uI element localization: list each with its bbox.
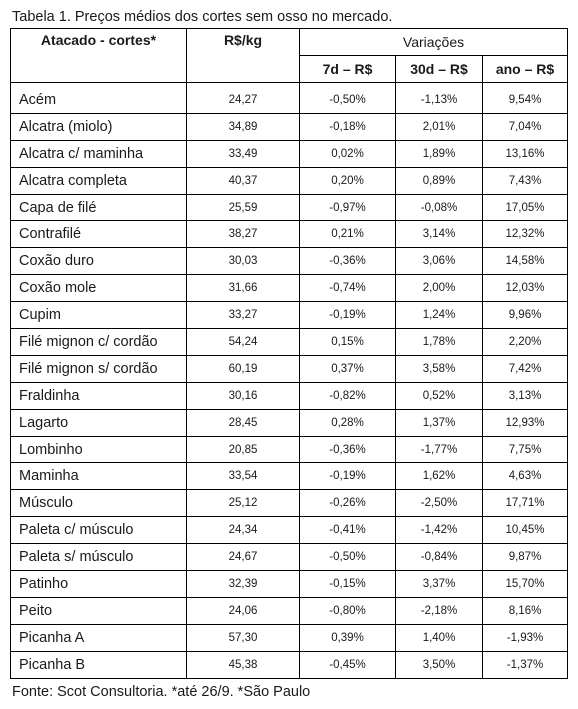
- var-7d-cell: 0,15%: [300, 329, 396, 356]
- price-cell: 24,34: [187, 517, 300, 544]
- cut-name-cell: Alcatra (miolo): [11, 113, 187, 140]
- var-year-cell: 12,03%: [483, 275, 568, 302]
- var-30d-cell: -0,84%: [396, 544, 483, 571]
- table-row: [11, 167, 568, 194]
- var-year-cell: 9,87%: [483, 544, 568, 571]
- cut-name-cell: Alcatra c/ maminha: [11, 140, 187, 167]
- var-30d-cell: 1,62%: [396, 463, 483, 490]
- var-7d-cell: -0,82%: [300, 382, 396, 409]
- var-year-cell: 10,45%: [483, 517, 568, 544]
- var-year-cell: 7,04%: [483, 113, 568, 140]
- var-year-cell: 2,20%: [483, 329, 568, 356]
- table-row: [11, 140, 568, 167]
- price-cell: 25,12: [187, 490, 300, 517]
- table-row: [11, 194, 568, 221]
- var-year-cell: 12,93%: [483, 409, 568, 436]
- var-30d-cell: 0,89%: [396, 167, 483, 194]
- var-year-cell: 12,32%: [483, 221, 568, 248]
- price-cell: 20,85: [187, 436, 300, 463]
- var-30d-cell: 3,50%: [396, 651, 483, 678]
- header-30d: 30d – R$: [396, 56, 483, 83]
- cut-name-cell: Maminha: [11, 463, 187, 490]
- var-7d-cell: -0,74%: [300, 275, 396, 302]
- prices-table: [10, 28, 568, 679]
- var-7d-cell: -0,41%: [300, 517, 396, 544]
- cut-name-cell: Patinho: [11, 571, 187, 598]
- price-cell: 33,27: [187, 302, 300, 329]
- cut-name-cell: Lagarto: [11, 409, 187, 436]
- price-cell: 32,39: [187, 571, 300, 598]
- cut-name-cell: Peito: [11, 597, 187, 624]
- cut-name-cell: Fraldinha: [11, 382, 187, 409]
- price-cell: 24,06: [187, 597, 300, 624]
- var-7d-cell: -0,45%: [300, 651, 396, 678]
- table-row: [11, 597, 568, 624]
- table-row: [11, 463, 568, 490]
- var-year-cell: -1,93%: [483, 624, 568, 651]
- var-30d-cell: 1,24%: [396, 302, 483, 329]
- var-7d-cell: -0,97%: [300, 194, 396, 221]
- var-30d-cell: -1,77%: [396, 436, 483, 463]
- table-row: [11, 275, 568, 302]
- cut-name-cell: Paleta s/ músculo: [11, 544, 187, 571]
- table-row: [11, 221, 568, 248]
- var-30d-cell: 2,01%: [396, 113, 483, 140]
- cut-name-cell: Cupim: [11, 302, 187, 329]
- table-row: [11, 409, 568, 436]
- table-row: [11, 382, 568, 409]
- var-30d-cell: 2,00%: [396, 275, 483, 302]
- price-cell: 38,27: [187, 221, 300, 248]
- var-year-cell: 9,54%: [483, 83, 568, 114]
- var-30d-cell: -2,18%: [396, 597, 483, 624]
- cut-name-cell: Filé mignon s/ cordão: [11, 355, 187, 382]
- var-7d-cell: 0,02%: [300, 140, 396, 167]
- cut-name-cell: Paleta c/ músculo: [11, 517, 187, 544]
- var-7d-cell: -0,36%: [300, 248, 396, 275]
- table-row: [11, 355, 568, 382]
- var-7d-cell: -0,36%: [300, 436, 396, 463]
- var-7d-cell: -0,80%: [300, 597, 396, 624]
- var-year-cell: 15,70%: [483, 571, 568, 598]
- table-row: [11, 302, 568, 329]
- header-price: R$/kg: [187, 29, 300, 83]
- var-30d-cell: -2,50%: [396, 490, 483, 517]
- var-7d-cell: 0,20%: [300, 167, 396, 194]
- price-cell: 30,03: [187, 248, 300, 275]
- var-7d-cell: 0,21%: [300, 221, 396, 248]
- cut-name-cell: Coxão duro: [11, 248, 187, 275]
- table-row: [11, 517, 568, 544]
- header-row: [11, 29, 568, 56]
- var-7d-cell: 0,39%: [300, 624, 396, 651]
- cut-name-cell: Filé mignon c/ cordão: [11, 329, 187, 356]
- cut-name-cell: Coxão mole: [11, 275, 187, 302]
- var-year-cell: 13,16%: [483, 140, 568, 167]
- var-7d-cell: -0,15%: [300, 571, 396, 598]
- price-cell: 57,30: [187, 624, 300, 651]
- var-year-cell: -1,37%: [483, 651, 568, 678]
- var-7d-cell: -0,19%: [300, 463, 396, 490]
- table-body: [11, 83, 568, 679]
- cut-name-cell: Músculo: [11, 490, 187, 517]
- var-30d-cell: -1,42%: [396, 517, 483, 544]
- cut-name-cell: Alcatra completa: [11, 167, 187, 194]
- header-variations: Variações: [300, 29, 568, 56]
- table-row: [11, 329, 568, 356]
- var-year-cell: 14,58%: [483, 248, 568, 275]
- var-30d-cell: 3,58%: [396, 355, 483, 382]
- var-30d-cell: -0,08%: [396, 194, 483, 221]
- price-cell: 34,89: [187, 113, 300, 140]
- var-year-cell: 3,13%: [483, 382, 568, 409]
- price-cell: 31,66: [187, 275, 300, 302]
- var-30d-cell: 1,37%: [396, 409, 483, 436]
- header-7d: 7d – R$: [300, 56, 396, 83]
- table-row: [11, 436, 568, 463]
- cut-name-cell: Lombinho: [11, 436, 187, 463]
- price-cell: 24,27: [187, 83, 300, 114]
- var-30d-cell: 0,52%: [396, 382, 483, 409]
- price-cell: 60,19: [187, 355, 300, 382]
- var-7d-cell: -0,19%: [300, 302, 396, 329]
- table-row: [11, 624, 568, 651]
- table-header: [11, 29, 568, 83]
- var-30d-cell: 1,89%: [396, 140, 483, 167]
- var-7d-cell: -0,50%: [300, 83, 396, 114]
- var-year-cell: 17,71%: [483, 490, 568, 517]
- cut-name-cell: Acém: [11, 83, 187, 114]
- var-30d-cell: 1,40%: [396, 624, 483, 651]
- var-7d-cell: 0,28%: [300, 409, 396, 436]
- table-row: [11, 651, 568, 678]
- var-year-cell: 7,42%: [483, 355, 568, 382]
- cut-name-cell: Contrafilé: [11, 221, 187, 248]
- price-cell: 40,37: [187, 167, 300, 194]
- table-row: [11, 113, 568, 140]
- cut-name-cell: Picanha B: [11, 651, 187, 678]
- table-row: [11, 490, 568, 517]
- var-7d-cell: 0,37%: [300, 355, 396, 382]
- var-year-cell: 9,96%: [483, 302, 568, 329]
- table-row: [11, 248, 568, 275]
- var-7d-cell: -0,18%: [300, 113, 396, 140]
- price-cell: 28,45: [187, 409, 300, 436]
- var-year-cell: 4,63%: [483, 463, 568, 490]
- var-year-cell: 7,43%: [483, 167, 568, 194]
- price-cell: 33,54: [187, 463, 300, 490]
- price-cell: 54,24: [187, 329, 300, 356]
- price-cell: 45,38: [187, 651, 300, 678]
- cut-name-cell: Picanha A: [11, 624, 187, 651]
- table-row: [11, 83, 568, 114]
- var-7d-cell: -0,26%: [300, 490, 396, 517]
- table-row: [11, 544, 568, 571]
- var-30d-cell: 1,78%: [396, 329, 483, 356]
- price-cell: 30,16: [187, 382, 300, 409]
- price-cell: 33,49: [187, 140, 300, 167]
- var-year-cell: 17,05%: [483, 194, 568, 221]
- var-year-cell: 8,16%: [483, 597, 568, 624]
- header-year: ano – R$: [483, 56, 568, 83]
- header-cut: Atacado - cortes*: [11, 29, 187, 83]
- table-footer: Fonte: Scot Consultoria. *até 26/9. *São Paulo: [12, 684, 311, 700]
- price-cell: 25,59: [187, 194, 300, 221]
- table-row: [11, 571, 568, 598]
- var-30d-cell: -1,13%: [396, 83, 483, 114]
- price-cell: 24,67: [187, 544, 300, 571]
- var-year-cell: 7,75%: [483, 436, 568, 463]
- table-caption: Tabela 1. Preços médios dos cortes sem osso no mercado.: [12, 9, 393, 25]
- var-30d-cell: 3,06%: [396, 248, 483, 275]
- var-7d-cell: -0,50%: [300, 544, 396, 571]
- var-30d-cell: 3,37%: [396, 571, 483, 598]
- var-30d-cell: 3,14%: [396, 221, 483, 248]
- cut-name-cell: Capa de filé: [11, 194, 187, 221]
